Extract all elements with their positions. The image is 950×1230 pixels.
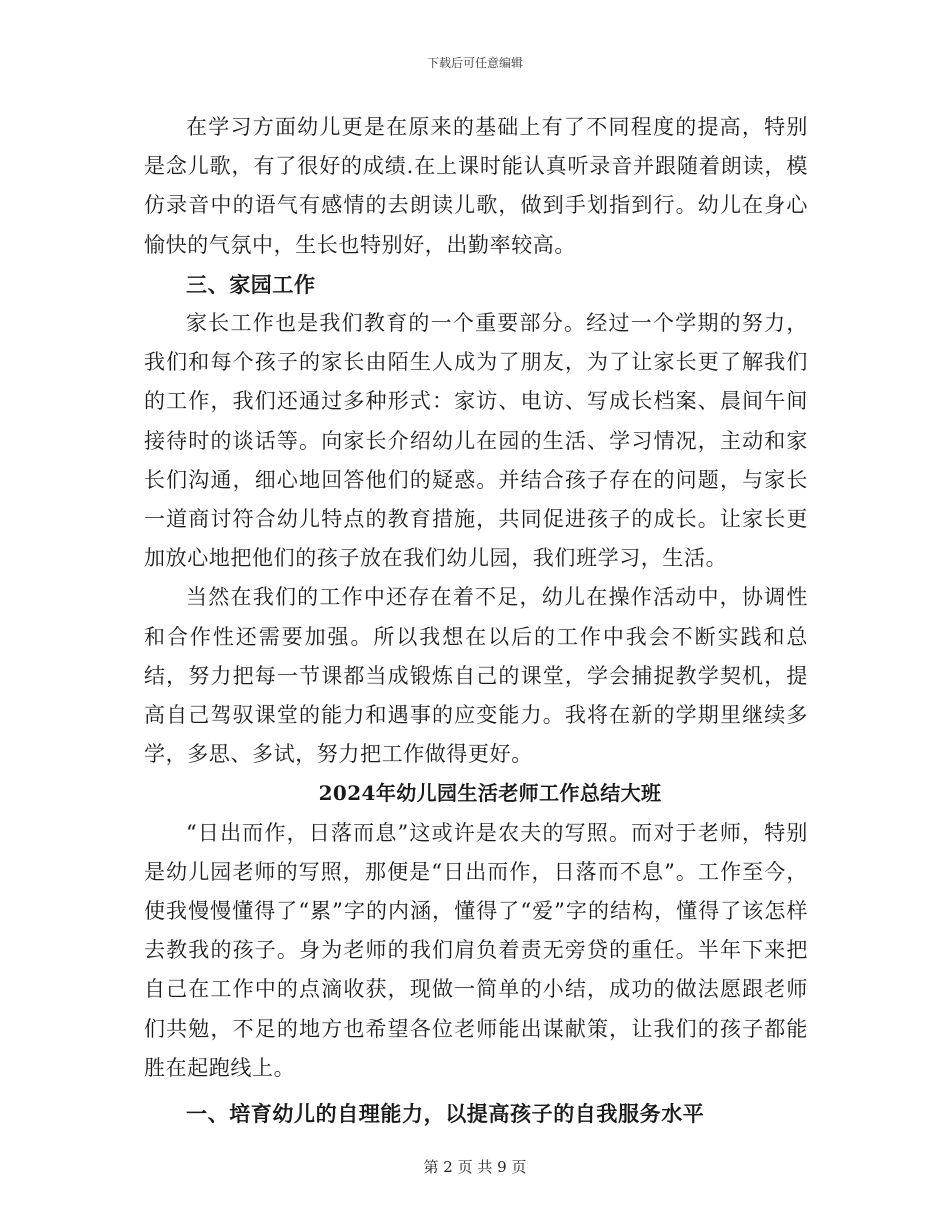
paragraph-parent-work: 家长工作也是我们教育的一个重要部分。经过一个学期的努力，我们和每个孩子的家长由陌生人成为了朋友，为了让家长更了解我们的工作，我们还通过多种形式：家访、电访、写成长档案、晨间午间接待时的谈话等。向家长介绍幼儿在园的生活、学习情况，主动和家长们沟通，细心地回答他们的疑惑。并结合孩子存在的问题，与家长一道商讨符合幼儿特点的教育措施，共同促进孩子的成长。让家长更加放心地把他们的孩子放在我们幼儿园，我们班学习，生活。 — [144, 311, 808, 571]
paragraph-learning: 在学习方面幼儿更是在原来的基础上有了不同程度的提高，特别是念儿歌，有了很好的成绩.在上课时能认真听录音并跟随着朗读，模仿录音中的语气有感情的去朗读儿歌，做到手划指到行。幼儿在身心愉快的气氛中，生长也特别好，出勤率较高。 — [144, 115, 808, 257]
page-number: 第 2 页 共 9 页 — [423, 1158, 527, 1176]
paragraph-intro: “日出而作，日落而息”这或许是农夫的写照。而对于老师，特别是幼儿园老师的写照，那便是“日出而作，日落而不息”。工作至今，使我慢慢懂得了“累”字的内涵，懂得了“爱”字的结构，懂得了该怎样去教我的孩子。身为老师的我们肩负着责无旁贷的重任。半年下来把自己在工作中的点滴收获，现做一简单的小结，成功的做法愿跟老师们共勉，不足的地方也希望各位老师能出谋献策，让我们的孩子都能胜在起跑线上。 — [144, 820, 808, 1080]
section-heading-self-care: 一、培育幼儿的自理能力，以提高孩子的自我服务水平 — [186, 1101, 705, 1127]
article-title: 2024年幼儿园生活老师工作总结大班 — [318, 781, 662, 806]
document-body — [144, 108, 808, 1133]
paragraph-shortcomings: 当然在我们的工作中还存在着不足，幼儿在操作活动中，协调性和合作性还需要加强。所以我想在以后的工作中我会不断实践和总结，努力把每一节课都当成锻炼自己的课堂，学会捕捉教学契机，提高自己驾驭课堂的能力和遇事的应变能力。我将在新的学期里继续多学，多思、多试，努力把工作做得更好。 — [144, 585, 808, 767]
section-heading-home-school: 三、家园工作 — [186, 271, 316, 297]
page-header-note: 下载后可任意编辑 — [426, 56, 523, 70]
